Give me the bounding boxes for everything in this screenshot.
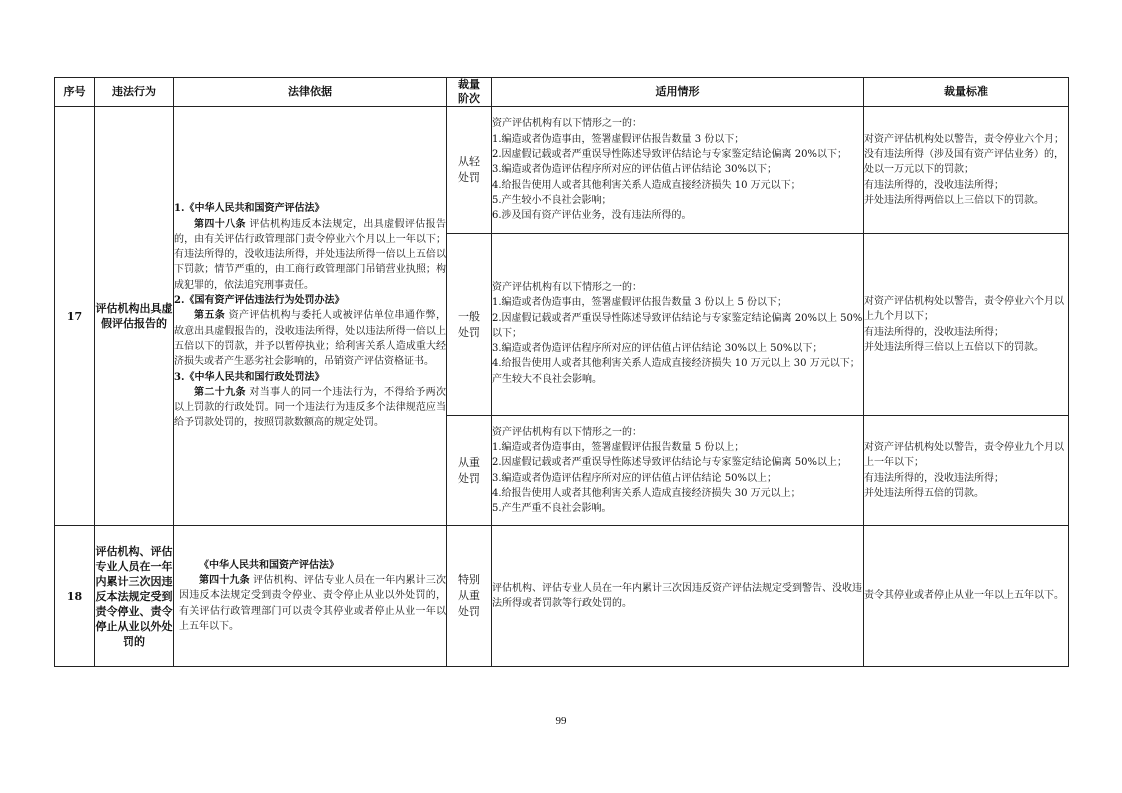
header-row: [55, 78, 1069, 107]
standard-line: 对资产评估机构处以警告，责令停业六个月；: [864, 133, 1064, 145]
case-line: 评估机构、评估专业人员在一年内累计三次因违反资产评估法规定受到警告、没收违法所得或者罚款等行政处罚的。: [492, 582, 862, 609]
article-text: 评估机构、评估专业人员在一年内累计三次因违反本法规定受到责令停业、责令停止从业以外处罚的，有关评估行政管理部门可以责令其停业或者停止从业一年以上五年以下。: [179, 575, 446, 632]
standard-cell: [864, 234, 1069, 416]
level-cell: [447, 107, 492, 234]
law-heading: 《中华人民共和国资产评估法》: [199, 559, 339, 571]
header-level: 裁量阶次: [447, 78, 492, 107]
article-title: 第二十九条: [194, 386, 246, 398]
case-line: 3.编造或者伪造评估程序所对应的评估值占评估结论 50%以上；: [492, 472, 777, 484]
level-label: 处罚: [458, 325, 480, 339]
law-article: [174, 308, 446, 369]
level-label: 从重: [458, 455, 480, 469]
law-heading: 2.《国有资产评估违法行为处罚办法》: [174, 295, 345, 307]
law-heading: 1.《中华人民共和国资产评估法》: [174, 203, 325, 215]
row-seq: 17: [55, 107, 95, 526]
level-cell: [447, 416, 492, 526]
case-line: 2.因虚假记载或者严重误导性陈述导致评估结论与专家鉴定结论偏离 50%以上；: [492, 457, 847, 469]
case-line: 4.给报告使用人或者其他利害关系人造成直接经济损失 30 万元以上；: [492, 487, 801, 499]
article-text: 资产评估机构与委托人或被评估单位串通作弊，故意出具虚假报告的，没收违法所得，处以违法所得一倍以上五倍以下的罚款，并予以暂停执业；给利害关系人造成重大经济损失或者产生恶劣社会影响的，吊销资产评估资格证书。: [174, 310, 446, 368]
level-label: 从重: [458, 589, 480, 602]
article-text: 对当事人的同一个违法行为，不得给予两次以上罚款的行政处罚。同一个违法行为违反多个法律规范应当给予罚款处罚的，按照罚款数额高的规定处罚。: [174, 386, 446, 429]
standard-line: 并处违法所得两倍以上三倍以下的罚款。: [864, 194, 1044, 206]
case-line: 资产评估机构有以下情形之一的：: [492, 118, 642, 130]
standard-line: 对资产评估机构处以警告，责令停业六个月以上九个月以下；: [864, 295, 1064, 323]
case-line: 5.产生严重不良社会影响。: [492, 503, 612, 515]
standard-line: 责令其停业或者停止从业一年以上五年以下。: [864, 590, 1064, 602]
level-label: 一般: [458, 309, 480, 323]
level-label: 特别: [458, 573, 480, 586]
standard-line: 有违法所得的，没收违法所得；: [864, 472, 1004, 484]
table-row: [55, 526, 1069, 667]
row-seq: 18: [55, 526, 95, 667]
level-cell: [447, 234, 492, 416]
standard-line: 并处违法所得三倍以上五倍以下的罚款。: [864, 341, 1044, 353]
law-heading: 3.《中华人民共和国行政处罚法》: [174, 371, 325, 383]
case-cell: [492, 234, 864, 416]
case-line: 3.编造或者伪造评估程序所对应的评估值占评估结论 30%以下；: [492, 164, 777, 176]
law-article: [179, 573, 446, 634]
row-legal-basis: [174, 526, 447, 667]
law-article: [174, 217, 446, 293]
case-cell: [492, 526, 864, 667]
case-line: 2.因虚假记载或者严重误导性陈述导致评估结论与专家鉴定结论偏离 20%以下；: [492, 149, 847, 161]
case-line: 1.编造或者伪造事由，签署虚假评估报告数量 3 份以上 5 份以下；: [492, 297, 787, 309]
standard-line: 有违法所得的，没收违法所得；: [864, 179, 1004, 191]
standard-cell: [864, 107, 1069, 234]
standard-cell: [864, 526, 1069, 667]
level-cell: [447, 526, 492, 667]
case-line: 资产评估机构有以下情形之一的：: [492, 426, 642, 438]
case-cell: [492, 107, 864, 234]
case-line: 产生较大不良社会影响。: [492, 373, 602, 385]
penalty-discretion-table: [54, 77, 1069, 667]
standard-line: 有违法所得的，没收违法所得；: [864, 326, 1004, 338]
page-number: 99: [555, 715, 567, 727]
level-label: 处罚: [458, 605, 480, 618]
case-line: 2.因虚假记载或者严重误导性陈述导致评估结论与专家鉴定结论偏离 20%以上 50%以下；: [492, 312, 863, 339]
case-line: 4.给报告使用人或者其他利害关系人造成直接经济损失 10 万元以上 30 万元以下；: [492, 358, 860, 370]
case-line: 3.编造或者伪造评估程序所对应的评估值占评估结论 30%以上 50%以下；: [492, 343, 823, 355]
standard-line: 对资产评估机构处以警告，责令停业九个月以上一年以下；: [864, 441, 1064, 469]
row-legal-basis: [174, 107, 447, 526]
row-act: 评估机构、评估专业人员在一年内累计三次因违反本法规定受到责令停业、责令停止从业以外处罚的: [95, 526, 174, 667]
case-line: 4.给报告使用人或者其他利害关系人造成直接经济损失 10 万元以下；: [492, 179, 801, 191]
standard-line: 没有违法所得（涉及国有资产评估业务）的，处以一万元以下的罚款；: [864, 149, 1064, 176]
article-title: 第四十九条: [199, 575, 250, 587]
header-seq: 序号: [55, 78, 95, 107]
table-row: [55, 107, 1069, 234]
standard-cell: [864, 416, 1069, 526]
article-title: 第四十八条: [194, 218, 246, 230]
case-line: 5.产生较小不良社会影响；: [492, 194, 612, 206]
header-case: 适用情形: [492, 78, 864, 107]
article-text: 评估机构违反本法规定，出具虚假评估报告的，由有关评估行政管理部门责令停业六个月以上一年以下；有违法所得的，没收违法所得，并处违法所得一倍以上五倍以下罚款；情节严重的，由工商行政管理部门吊销营业执照；构成犯罪的，依法追究刑事责任。: [174, 218, 446, 291]
header-standard: 裁量标准: [864, 78, 1069, 107]
case-line: 6.涉及国有资产评估业务，没有违法所得的。: [492, 210, 692, 222]
header-basis: 法律依据: [174, 78, 447, 107]
case-line: 1.编造或者伪造事由，签署虚假评估报告数量 3 份以下；: [492, 133, 745, 145]
case-line: 1.编造或者伪造事由，签署虚假评估报告数量 5 份以上；: [492, 441, 745, 453]
row-act: 评估机构出具虚假评估报告的: [95, 107, 174, 526]
case-cell: [492, 416, 864, 526]
article-title: 第五条: [194, 310, 226, 322]
case-line: 资产评估机构有以下情形之一的：: [492, 281, 642, 293]
standard-line: 并处违法所得五倍的罚款。: [864, 487, 984, 499]
law-article: [174, 385, 446, 431]
level-label: 处罚: [458, 171, 480, 184]
level-label: 从轻: [458, 155, 480, 168]
header-act: 违法行为: [95, 78, 174, 107]
level-label: 处罚: [458, 471, 480, 485]
